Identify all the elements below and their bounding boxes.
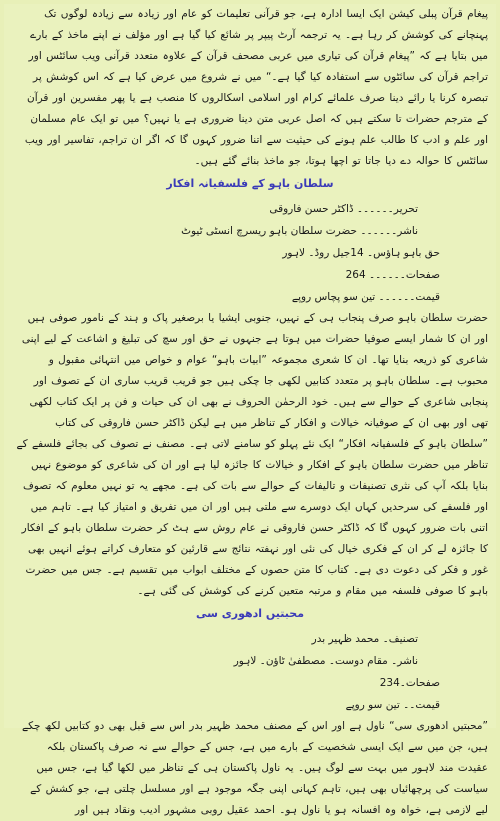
book2-author: تصنیف۔ محمد ظہیر بدر: [311, 633, 418, 645]
book1-review-text: حضرت سلطان باہو صرف پنجاب ہی کے نہیں، جنوبی ایشیا یا برصغیر پاک و ہند کے نامور صوفی ہیں اور ان کا شمار ایسے صوفیا حضرات میں ہوتا ہے جنہوں نے حق اور سچ کی تبلیغ و اشاعت کے لیے اپنی شاعری کو ذریعہ بنایا تھا۔ ان کا شعری مجموعہ ”ابیات باہو“ عوام و خواص میں انتہائی مقبول و محبوب ہے۔ سلطان باہو پر متعدد کتابیں لکھی جا چکی ہیں جو قریب قریب ساری ان کے تصوف اور پنجابی شاعری کے حوالے سے ہیں۔ خود الرحمٰن الحروف نے بھی ان کی حیات و فن پر ایک کتاب لکھی تھی اور بھی ان کے صوفیانہ خیالات و افکار کے تناظر میں ہے لیکن ڈاکٹر حسن فاروقی کی کتاب ”سلطان باہو کے فلسفیانہ افکار“ ایک نئے پہلو کو سامنے لاتی ہے۔ مصنف نے تصوف کی بجائے فلسفے کے تناظر میں حضرت سلطان باہو کے افکار و خیالات کا جائزہ لیا ہے اور ان کی شاعری کو موضوع نہیں بنایا بلکہ آپ کی نثری تصنیفات و تالیفات کے حوالے سے بات کی ہے۔ مجھے یہ تو نہیں معلوم کہ تصوف اور فلسفے کی سرحدیں کہاں ایک دوسرے سے ملتی ہیں اور ان میں تفریق و امتیاز کیا ہے۔ تاہم میں اتنی بات ضرور کہوں گا کہ ڈاکٹر حسن فاروقی نے عام روش سے ہٹ کر حضرت سلطان باہو کے افکار کا جائزہ لے کر ان کے فکری خیال کی نئی اور نہفتہ نتائج سے قارئین کو متعارف کراتے ہوئے انہیں بھی غور و فکر کی دعوت دی ہے۔ کتاب کا متن حصوں کے مختلف ابواب میں تقسیم ہے۔ جس میں حضرت باہو کا صوفی فلسفہ میں مقام و مرتبہ متعین کرنے کی کوشش کی گئی ہے۔: [16, 312, 488, 597]
book2-pages: صفحات۔234: [379, 677, 440, 689]
intro-paragraph: [4, 4, 496, 172]
book1-price: قیمت۔۔۔۔۔۔ تین سو پچاس روپے: [291, 291, 440, 303]
book2-title: محبتیں ادھوری سی: [195, 607, 305, 620]
book1-author: تحریر۔۔۔۔۔۔ ڈاکٹر حسن فاروقی: [269, 203, 418, 215]
book2-publisher: ناشر۔ مقام دوست۔ مصطفیٰ ٹاؤن۔ لاہور: [233, 655, 418, 667]
book1-title: سلطان باہو کے فلسفیانہ افکار: [166, 177, 334, 190]
page: [4, 4, 496, 816]
book2-review-text: ”محبتیں ادھوری سی“ ناول ہے اور اس کے مصنف محمد ظہیر بدر اس سے قبل بھی دو کتابیں لکھ چکے ہیں، جن میں سے ایک ایسی شخصیت کے بارے میں ہے، جس کے حوالے سے نہ صرف پاکستان بلکہ عقیدت مند لاہور میں بہت سے لوگ ہیں۔ یہ ناول پاکستان ہی کے تناظر میں لکھا گیا ہے، جس میں سیاست کی پرچھائیاں بھی ہیں، تاہم کہانی اپنی جگہ موجود ہے اور مسلسل چلتی ہے، جو کشش کے لیے لازمی ہے، خواہ وہ افسانہ ہو یا ناول ہو۔ احمد عقیل روبی مشہور ادیب ونقاد ہیں اور: [22, 720, 488, 816]
book2-details: [4, 628, 496, 716]
book1-address: حق باہو ہاؤس۔ 14جیل روڈ۔ لاہور: [282, 247, 440, 259]
book1-publisher: ناشر۔۔۔۔۔۔ حضرت سلطان باہو ریسرچ انسٹی ٹیوٹ: [181, 225, 418, 237]
book1-review: [4, 308, 496, 602]
intro-text: پیغام قرآن پبلی کیشن ایک ایسا ادارہ ہے، جو قرآنی تعلیمات کو عام اور زیادہ سے زیادہ لوگوں تک پہنچانے کی کوشش کر رہا ہے۔ یہ ترجمہ آرٹ پیپر پر شائع کیا گیا ہے اور مؤلف نے اپنے ماخذ کے بارے میں بتایا ہے کہ ”پیغام قرآن کی تیاری میں عربی مصحف قرآن کے علاوہ متعدد قرآنی ویب سائٹس اور تراجم قرآن کی سائٹوں سے استفادہ کیا گیا ہے۔“ میں نے شروع میں عرض کیا ہے کہ اس کوشش پر تبصرہ کرنا یا رائے دینا صرف علمائے کرام اور اسلامی اسکالروں کا منصب ہے یا پھر مفسرین اور قرآن کے مترجم حضرات تا سکتے ہیں کہ اصل عربی متن دینا ضروری ہے یا نہیں؟ میں تو ایک عام مسلمان اور علم و ادب کا طالب علم ہونے کی حیثیت سے اتنا ضرور کہوں گا کہ اگر ان تراجم، تفاسیر اور ویب سائٹس کا حوالہ دے دیا جاتا تو اچھا ہوتا، جو ماخذ بنائے گئے ہیں۔: [24, 8, 488, 167]
book1-details: [4, 198, 496, 308]
book2-price: قیمت۔۔ تین سو روپے: [345, 699, 440, 711]
book1-pages: [14, 264, 488, 286]
book1-pages-value: 264: [345, 269, 366, 281]
book1-pages-label: صفحات۔۔۔۔۔۔: [368, 269, 440, 281]
